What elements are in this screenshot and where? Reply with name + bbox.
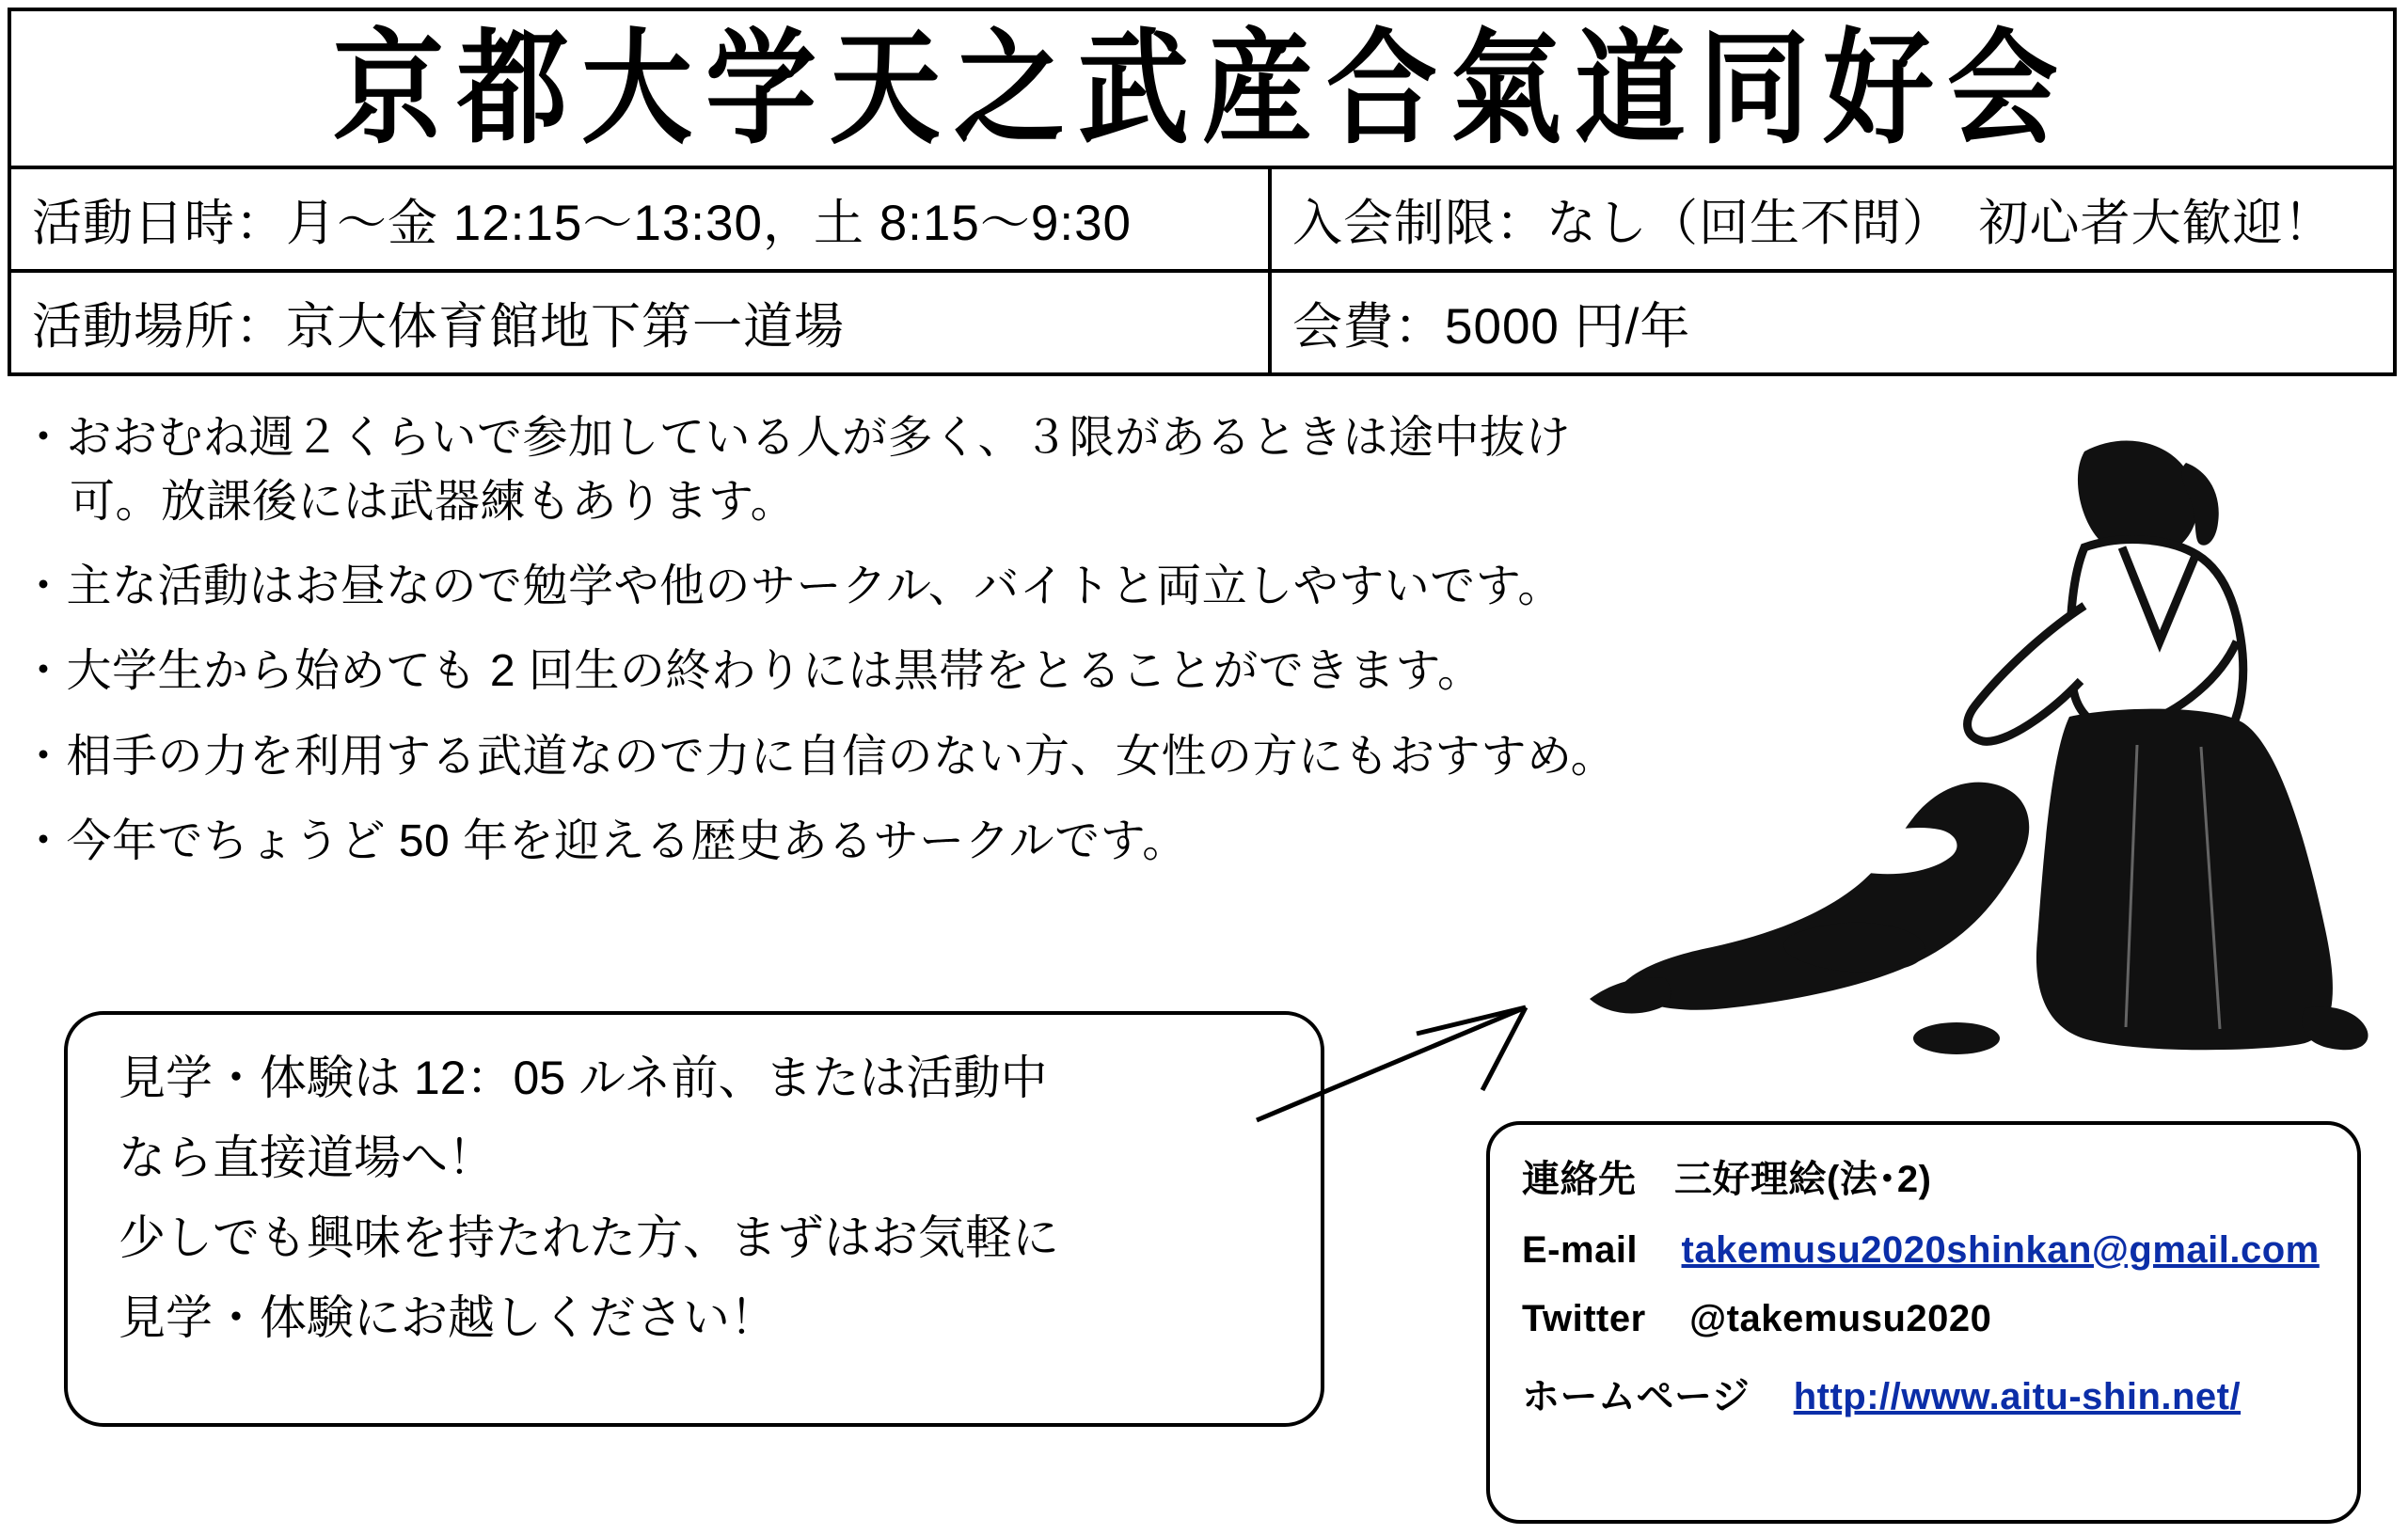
contact-twitter-row (1522, 1298, 2325, 1340)
bubble-line: 見学・体験にお越しください！ (119, 1291, 777, 1344)
bullet-line-1: ・おおむね週２くらいで参加している人が多く、３限があるときは途中抜け (21, 413, 1572, 463)
bubble-line: 見学・体験は 12：05 ルネ前、または活動中 (119, 1052, 1048, 1104)
poster-title-box (8, 8, 2397, 169)
aikido-photo (1561, 406, 2389, 1084)
page-title: 京都大学天之武産合氣道同好会 (332, 14, 2071, 162)
twitter-handle: @takemusu2020 (1689, 1298, 1992, 1339)
activity-place: 活動場所：京大体育館地下第一道場 (32, 299, 845, 355)
bullet-list (21, 406, 1620, 894)
contact-email-row (1522, 1229, 2325, 1272)
list-item (21, 725, 1620, 789)
activity-datetime: 活動日時：月〜金 12:15〜13:30，土 8:15〜9:30 (11, 169, 1268, 273)
contact-box (1486, 1121, 2361, 1524)
bullet-line-1: ・主な活動はお昼なので勉学や他のサークル、バイトと両立しやすいです。 (21, 562, 1563, 612)
email-label: E-mail (1522, 1229, 1639, 1271)
speech-bubble (64, 1011, 1324, 1427)
list-item (21, 555, 1620, 619)
bubble-line: 少しでも興味を持たれた方、まずはお気軽に (119, 1211, 1059, 1264)
list-item (21, 406, 1620, 534)
bullet-line-2: 可。放課後には武器練もあります。 (70, 477, 797, 528)
membership-fee: 会費：5000 円/年 (1292, 299, 1691, 355)
twitter-label: Twitter (1522, 1298, 1646, 1339)
contact-person: 連絡先 三好理絵(法･2) (1522, 1159, 1932, 1200)
info-table (8, 169, 2397, 376)
homepage-link[interactable]: http://www.aitu-shin.net/ (1793, 1376, 2242, 1417)
bullet-line-1: ・大学生から始めても 2 回生の終わりには黒帯をとることができます。 (21, 646, 1483, 697)
list-item (21, 640, 1620, 704)
bubble-line: なら直接道場へ！ (119, 1131, 495, 1184)
membership-restriction: 入会制限：なし（回生不問） 初心者大歓迎！ (1272, 169, 2393, 273)
info-column-right (1272, 169, 2393, 372)
info-column-left (11, 169, 1272, 372)
list-item (21, 810, 1620, 874)
homepage-label: ホームページ (1522, 1376, 1751, 1417)
bullet-line-1: ・相手の力を利用する武道なので力に自信のない方、女性の方にもおすすめ。 (21, 731, 1617, 782)
contact-homepage-row (1522, 1367, 2325, 1420)
bullet-line-1: ・今年でちょうど 50 年を迎える歴史あるサークルです。 (21, 815, 1188, 866)
email-link[interactable]: takemusu2020shinkan@gmail.com (1681, 1229, 2320, 1271)
